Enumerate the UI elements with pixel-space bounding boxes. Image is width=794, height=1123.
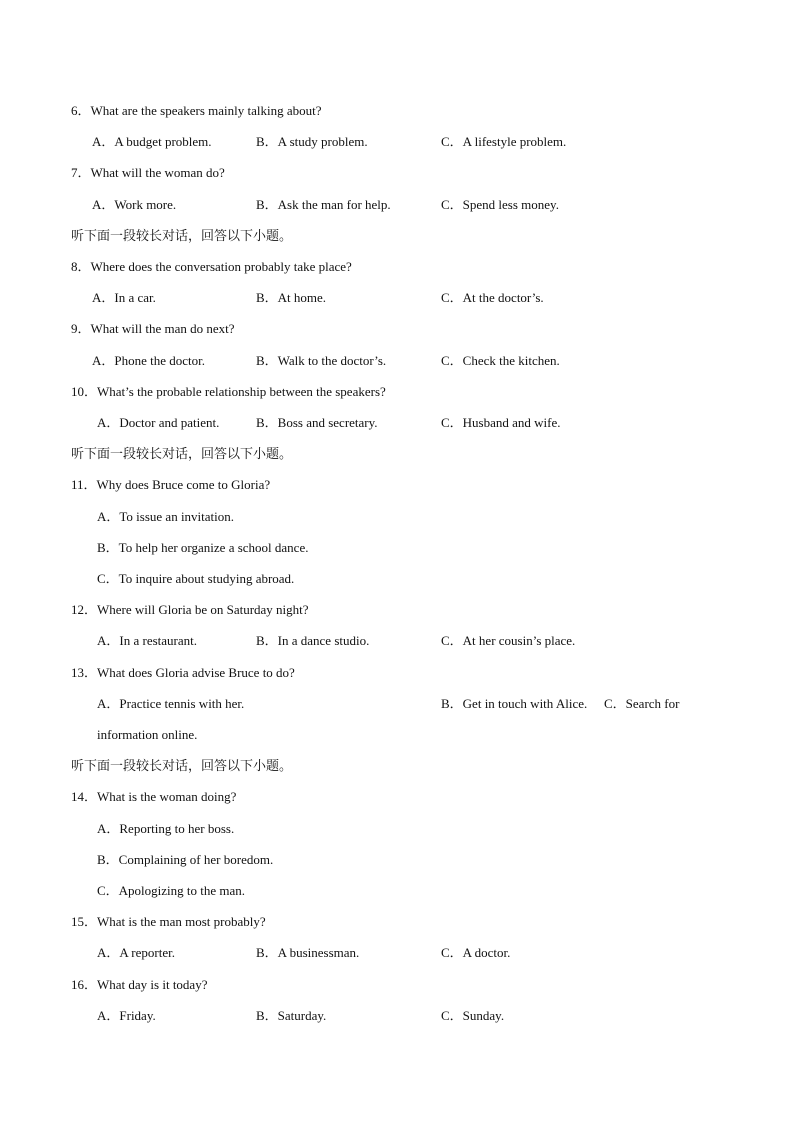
q15-option-a: A．A reporter. — [97, 945, 175, 960]
q6-option-b: B．A study problem. — [256, 134, 368, 149]
q13-option-c: C．Search for — [604, 696, 680, 711]
q9-option-c: C．Check the kitchen. — [441, 353, 560, 368]
question-9: 9．What will the man do next? — [71, 321, 235, 336]
question-11: 11．Why does Bruce come to Gloria? — [71, 477, 271, 492]
q14-option-a: A．Reporting to her boss. — [97, 821, 235, 836]
question-15: 15．What is the man most probably? — [71, 914, 266, 929]
q13-option-c-continued: information online. — [97, 727, 198, 742]
q8-option-b: B．At home. — [256, 290, 327, 305]
q15-option-b: B．A businessman. — [256, 945, 360, 960]
q13-option-b: B．Get in touch with Alice. — [441, 696, 588, 711]
q8-option-a: A．In a car. — [92, 290, 156, 305]
question-8: 8．Where does the conversation probably take place? — [71, 259, 352, 274]
question-7: 7．What will the woman do? — [71, 165, 225, 180]
q15-option-c: C．A doctor. — [441, 945, 511, 960]
question-14: 14．What is the woman doing? — [71, 789, 237, 804]
question-6: 6．What are the speakers mainly talking about? — [71, 103, 322, 118]
q10-option-c: C．Husband and wife. — [441, 415, 561, 430]
q7-option-a: A．Work more. — [92, 197, 177, 212]
question-12: 12．Where will Gloria be on Saturday night? — [71, 602, 309, 617]
q9-option-a: A．Phone the doctor. — [92, 353, 206, 368]
q7-option-c: C．Spend less money. — [441, 197, 559, 212]
q11-option-a: A．To issue an invitation. — [97, 509, 235, 524]
q12-option-c: C．At her cousin’s place. — [441, 633, 576, 648]
q12-option-a: A．In a restaurant. — [97, 633, 197, 648]
q10-option-a: A．Doctor and patient. — [97, 415, 220, 430]
q16-option-b: B．Saturday. — [256, 1008, 327, 1023]
q16-option-a: A．Friday. — [97, 1008, 156, 1023]
question-10: 10．What’s the probable relationship between the speakers? — [71, 384, 386, 399]
q14-option-c: C．Apologizing to the man. — [97, 883, 246, 898]
q9-option-b: B．Walk to the doctor’s. — [256, 353, 387, 368]
q10-option-b: B．Boss and secretary. — [256, 415, 378, 430]
q8-option-c: C．At the doctor’s. — [441, 290, 544, 305]
q6-option-c: C．A lifestyle problem. — [441, 134, 567, 149]
section-heading: 听下面一段较长对话，回答以下小题。 — [71, 446, 293, 461]
q13-option-a: A．Practice tennis with her. — [97, 696, 245, 711]
q14-option-b: B．Complaining of her boredom. — [97, 852, 274, 867]
question-16: 16．What day is it today? — [71, 977, 208, 992]
section-heading: 听下面一段较长对话，回答以下小题。 — [71, 758, 293, 773]
q16-option-c: C．Sunday. — [441, 1008, 505, 1023]
q6-option-a: A．A budget problem. — [92, 134, 212, 149]
question-13: 13．What does Gloria advise Bruce to do? — [71, 665, 295, 680]
q11-option-c: C．To inquire about studying abroad. — [97, 571, 295, 586]
q11-option-b: B．To help her organize a school dance. — [97, 540, 309, 555]
q7-option-b: B．Ask the man for help. — [256, 197, 391, 212]
section-heading: 听下面一段较长对话，回答以下小题。 — [71, 228, 293, 243]
q12-option-b: B．In a dance studio. — [256, 633, 370, 648]
